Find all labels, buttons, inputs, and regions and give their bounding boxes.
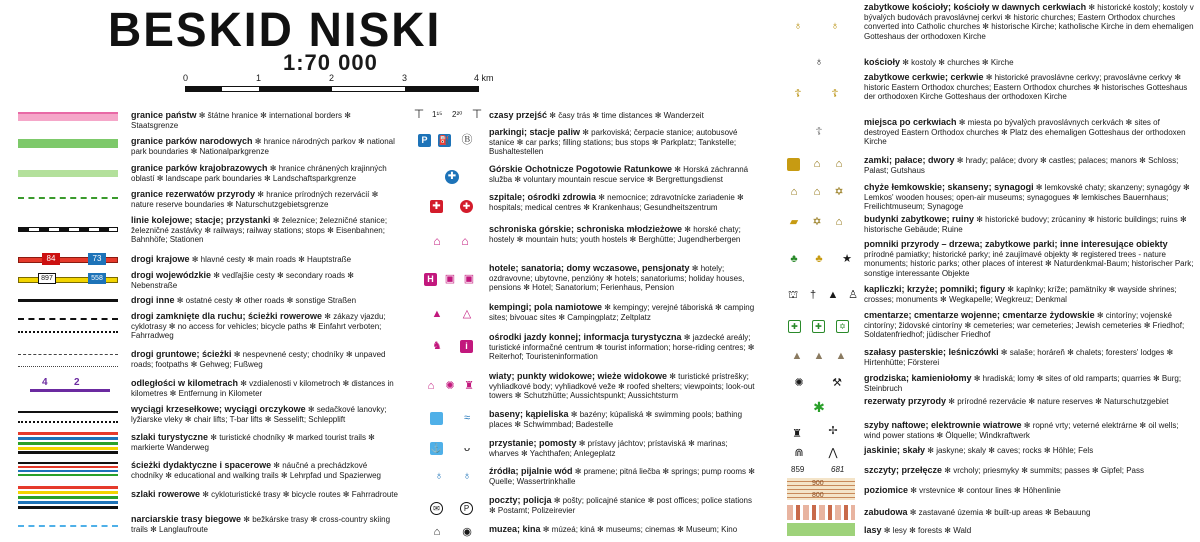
legend-entry: wyciągi krzesełkowe; wyciągi orczykowe ✻ sedačkové lanovky; lyžiarske vleky ✻ chair lifts; T-bar lifts ✻ Sesselift; Schlepplift (131, 404, 387, 424)
rock-icon: ⋀ (828, 447, 838, 459)
palace-icon: ⌂ (813, 158, 821, 170)
hospital-icon: ✚ (430, 200, 443, 213)
camping-icon: ▲ (431, 308, 443, 320)
signpost-icon: ⊤ (471, 107, 483, 121)
parking-icon: P (418, 134, 431, 147)
sanatorium-icon: ▣ (444, 273, 456, 285)
legend-entry: hotele; sanatoria; domy wczasowe, pensjonaty ✻ hotely; ozdravovne; ubytovne, penzióny ✻ hotels; sanatoriums; holiday houses, pensions ✻ Hotel; Sanatorium; Ferienhaus, Pension (489, 263, 745, 292)
swimming-pool-icon (430, 412, 443, 425)
chalet-icon: ▲ (791, 350, 803, 362)
legend-entry: szlaki rowerowe ✻ cykloturistické trasy ✻ bicycle routes ✻ Fahrradroute (131, 489, 398, 499)
historic-orthodox-church-icon: ☦ (794, 88, 802, 100)
legend-entry: narciarskie trasy biegowe ✻ bežkárske trasy ✻ cross-country skiing trails ✻ Langlaufroute (131, 514, 391, 534)
legend-entry: granice parków krajobrazowych ✻ hranice chránených krajinných oblastí ✻ landscape park boundaries ✻ Landschaftsparkgrenze (131, 163, 387, 183)
point-of-interest-icon: ★ (842, 253, 852, 265)
scale-tick: 4 km (474, 73, 494, 83)
fuel-station-icon: ⛽ (438, 135, 451, 145)
wharf-icon: ᴗ (463, 442, 471, 454)
contour-value: 900 (812, 480, 824, 487)
legend-entry: zamki; pałace; dwory ✻ hrady; paláce; dvory ✻ castles; palaces; manors ✻ Schloss; Palast; Gutshaus (864, 155, 1179, 175)
educational-trail-symbol (18, 462, 118, 478)
post-office-icon: ✉ (430, 502, 443, 515)
historic-building-icon: ▰ (789, 216, 799, 228)
legend-entry: granice państw ✻ štátne hranice ✻ international borders ✻ Staatsgrenze (131, 110, 351, 130)
legend-entry: kościoły ✻ kostoly ✻ churches ✻ Kirche (864, 57, 1014, 67)
legend-entry: cmentarze; cmentarze wojenne; cmentarze żydowskie ✻ cintoríny; vojenské cintoríny; židovské cintoríny ✻ cemeteries; war cemeteries; Jewish cemeteries ✻ Friedhof; Soldatenfriedhof; jüdischer Friedhof (864, 310, 1185, 339)
legend-entry: poziomice ✻ vrstevnice ✻ contour lines ✻ Höhenlinie (864, 485, 1061, 495)
bivouac-icon: △ (462, 308, 472, 320)
closed-road-symbol (18, 318, 118, 320)
legend-entry: ośrodki jazdy konnej; informacja turystyczna ✻ jazdecké areály; turistické informačné centrum ✻ tourist information; horse-riding centres; ✻ Reiterhof; Touristeninformation (489, 332, 755, 361)
legend-entry: drogi krajowe ✻ hlavné cesty ✻ main roads ✻ Hauptstraße (131, 254, 352, 264)
jewish-cemetery-icon: ✡ (836, 320, 849, 333)
converted-church-icon: ♁ (830, 20, 840, 32)
map-title: BESKID NISKI (108, 1, 442, 57)
distance-marker: 4 (42, 377, 48, 388)
legend-entry: jaskinie; skały ✻ jaskyne; skaly ✻ caves; rocks ✻ Höhle; Fels (864, 445, 1094, 455)
war-cemetery-icon: ✚ (812, 320, 825, 333)
legend-entry: miejsca po cerkwiach ✻ miesta po bývalých pravoslávnych cerkvách ✻ sites of destroyed Eastern Orthodox churches ✻ Platz des ehemaligen Gotteshaus der orthodoxen Kirche (864, 117, 1186, 146)
legend-entry: kapliczki; krzyże; pomniki; figury ✻ kaplnky; kríže; pamätníky ✻ wayside shrines; crosses; monuments ✻ Wegkapelle; Wegkreuz; Denkmal (864, 284, 1177, 304)
pump-room-icon: ♁ (462, 470, 472, 482)
tourist-trail-symbol (18, 432, 118, 454)
bicycle-path-symbol (18, 331, 118, 333)
road-number-badge: 84 (42, 253, 60, 265)
nature-reserve-icon: ✱ (813, 399, 825, 415)
forester-lodge-icon: ▲ (813, 350, 825, 362)
pension-icon: ▣ (463, 273, 475, 285)
legend-entry: Górskie Ochotnicze Pogotowie Ratunkowe ✻ Horská záchranná služba ✻ voluntary mountain rescue service ✻ Bergrettungsdienst (489, 164, 749, 184)
lookout-tower-icon: ♜ (464, 380, 474, 392)
rampart-icon: ✺ (794, 377, 804, 389)
tbar-lift-symbol (18, 421, 118, 423)
legend-entry: parkingi; stacje paliw ✻ parkoviská; čerpacie stanice; autobusové stanice ✻ car parks; filling stations; bus stops ✻ Parkplatz; Tankstelle; Bushaltestellen (489, 127, 738, 156)
legend-entry: zabudowa ✻ zastavané územia ✻ built-up areas ✻ Bebauung (864, 507, 1091, 517)
cinema-icon: ◉ (462, 526, 472, 538)
cemetery-icon: ✚ (788, 320, 801, 333)
unpaved-road-symbol (18, 354, 118, 355)
bathing-place-icon: ≈ (463, 412, 471, 424)
legend-entry: drogi inne ✻ ostatné cesty ✻ other roads ✻ sonstige Straßen (131, 295, 357, 305)
legend-entry: czasy przejść ✻ časy trás ✻ time distances ✻ Wanderzeit (489, 110, 704, 120)
scale-bar (185, 86, 479, 92)
legend-entry: drogi gruntowe; ścieżki ✻ nespevnené cesty; chodníky ✻ unpaved roads; footpaths ✻ Gehweg; Fußweg (131, 349, 386, 369)
scale-tick: 3 (402, 73, 408, 83)
legend-entry: baseny; kąpieliska ✻ bazény; kúpaliská ✻ swimming pools; bathing places ✻ Schwimmbad; Badestelle (489, 409, 743, 429)
horse-riding-icon: ♞ (432, 340, 442, 352)
ski-trail-symbol (18, 525, 118, 527)
legend-entry: granice parków narodowych ✻ hranice národných parkov ✻ national park boundaries ✻ Nationalparkgrenze (131, 136, 395, 156)
legend-entry: chyże łemkowskie; skanseny; synagogi ✻ lemkovské chaty; skanzeny; synagógy ✻ Lemkos' wooden houses; open-air museums; synagogues ✻ lemkisches Bauernhaus; Freilichtmuseum; Synagoge (864, 182, 1190, 211)
legend-entry: drogi zamknięte dla ruchu; ścieżki rowerowe ✻ zákazy vjazdu; cyklotrasy ✻ no access for vehicles; bicycle paths ✻ Einfahrt verboten; Fahrradweg (131, 311, 386, 340)
road-number-badge: 558 (88, 273, 106, 284)
legend-entry: muzea; kina ✻ múzeá; kiná ✻ museums; cinemas ✻ Museum; Kino (489, 524, 738, 534)
police-icon: P (460, 502, 473, 515)
lemko-house-icon: ⌂ (790, 186, 798, 198)
museum-icon: ⌂ (433, 526, 441, 538)
oil-well-icon: ♜ (792, 428, 802, 440)
quarry-icon: ⚒ (832, 377, 842, 389)
road-number-badge: 897 (38, 273, 56, 284)
legend-entry: przystanie; pomosty ✻ prístavy jáchtov; prístaviská ✻ marinas; wharves ✻ Yachthafen; Anlegeplatz (489, 438, 728, 458)
legend-entry: ścieżki dydaktyczne i spacerowe ✻ náučné a prechádzkové chodníky ✻ educational and walking trails ✻ Lehrpfad und Spazierweg (131, 460, 381, 480)
youth-hostel-icon: ⌂ (461, 234, 469, 248)
manor-icon: ⌂ (835, 158, 843, 170)
pass-height: 681 (831, 465, 845, 474)
scale-tick: 0 (183, 73, 189, 83)
legend-entry: budynki zabytkowe; ruiny ✻ historické budovy; zrúcaniny ✻ historic buildings; ruins ✻ historische Gebäude; Ruine (864, 214, 1187, 234)
legend-entry: drogi wojewódzkie ✻ vedľajšie cesty ✻ secondary roads ✻ Nebenstraße (131, 270, 354, 290)
bus-stop-icon: Ⓑ (461, 134, 473, 146)
built-up-area-symbol (787, 505, 855, 520)
open-air-museum-icon: ⌂ (813, 186, 821, 198)
legend-entry: granice rezerwatów przyrody ✻ hranice prírodných rezervácií ✻ nature reserve boundaries ✻ Naturschutzgebietsgrenze (131, 189, 379, 209)
ruin-icon: ⌂ (835, 216, 843, 228)
other-road-symbol (18, 299, 118, 302)
time-mark: 2²⁰ (452, 110, 463, 119)
legend-entry: rezerwaty przyrody ✻ prírodné rezervácie ✻ nature reserves ✻ Naturschutzgebiet (864, 396, 1169, 406)
spring-icon: ♁ (434, 470, 444, 482)
hotel-icon: H (424, 273, 437, 286)
destroyed-church-icon: ☦ (815, 126, 823, 138)
scale-tick: 1 (256, 73, 262, 83)
ruin-icon: ✡ (812, 216, 822, 228)
information-icon: i (460, 340, 473, 353)
marina-icon: ⚓ (430, 443, 443, 453)
signpost-icon: ⊤ (413, 107, 425, 121)
legend-entry: szyby naftowe; elektrownie wiatrowe ✻ ropné vrty; veterné elektrárne ✻ oil wells; wind power stations ✻ Ölquelle; Windkraftwerk (864, 420, 1179, 440)
shelter-icon: ⌂ (427, 380, 435, 392)
legend-entry: lasy ✻ lesy ✻ forests ✻ Wald (864, 525, 972, 535)
castle-icon (787, 158, 800, 171)
legend-entry: źródła; pijalnie wód ✻ pramene; pitná liečba ✻ springs; pump rooms ✻ Quelle; Wassertrinkhalle (489, 466, 755, 486)
legend-entry: kempingi; pola namiotowe ✻ kempingy; verejné táboriská ✻ camping sites; bivouac sites ✻ Campingplatz; Zeltplatz (489, 302, 755, 322)
cave-icon: ⋒ (794, 447, 804, 459)
summit-height: 859 (791, 465, 805, 474)
forest-symbol (787, 523, 855, 536)
road-number-badge: 73 (88, 253, 106, 265)
railway-symbol (18, 227, 118, 232)
distance-path-symbol (30, 389, 110, 392)
legend-entry: poczty; policja ✻ pošty; policajné stanice ✻ post offices; police stations ✻ Postamt; Polizeirevier (489, 495, 752, 515)
legend-entry: pomniki przyrody – drzewa; zabytkowe parki; inne interesujące obiekty prírodné pamiatky; historické parky; iné zaujímavé objekty ✻ registered trees - nature monuments; historic parks; other places of interest ✻ Naturdenkmal-Baum; historischer Park; sonstige interessante Objekte (864, 239, 1194, 278)
medical-centre-icon: ✚ (460, 200, 473, 213)
legend-entry: szlaki turystyczne ✻ turistické chodníky ✻ marked tourist trails ✻ markierte Wanderweg (131, 432, 375, 452)
landscape-park-symbol (18, 170, 118, 177)
bicycle-route-symbol (18, 486, 118, 510)
shrine-icon: ⛫ (787, 289, 799, 301)
distance-marker: 2 (74, 377, 80, 388)
legend-entry: linie kolejowe; stacje; przystanki ✻ železnice; železničné stanice; železničné zastávky ✻ railways; railway stations; stops ✻ Eisenbahnen; Bahnhöfe; Stationen (131, 215, 388, 244)
time-mark: 1¹⁵ (432, 110, 443, 119)
historic-park-icon: ♣ (815, 253, 823, 265)
legend-entry: schroniska górskie; schroniska młodzieżowe ✻ horské chaty; hostely ✻ mountain huts; youth hostels ✻ Berghütte; Jugendherbergen (489, 224, 741, 244)
legend-entry: zabytkowe kościoły; kościoły w dawnych cerkwiach ✻ historické kostoly; kostoly v bývalých budovách pravoslávnej cerkvi ✻ historic churches; Eastern Orthodox churches converted into Catholic churches ✻ historische Kirche; katholische Kirche in dem ehemaligen Gotteshaus der orthodoxen Kirche (864, 2, 1194, 41)
mountain-hut-icon: ⌂ (433, 234, 441, 248)
footpath-symbol (18, 366, 118, 367)
legend-entry: szczyty; przełęcze ✻ vrcholy; priesmyky ✻ summits; passes ✻ Gipfel; Pass (864, 465, 1144, 475)
legend-entry: szałasy pasterskie; leśniczówki ✻ salaše; horáreň ✻ chalets; foresters' lodges ✻ Hirtenhütte; Försterei (864, 347, 1174, 367)
chairlift-symbol (18, 411, 118, 413)
national-park-symbol (18, 139, 118, 148)
legend-entry: zabytkowe cerkwie; cerkwie ✻ historické pravoslávne cerkvy; pravoslávne cerkvy ✻ historic Eastern Orthodox churches; Eastern Orthodox churches ✻ historisches Gotteshaus der orthodoxen Kirche Gotteshaus der orthodoxen Kirche (864, 72, 1188, 101)
monument-tree-icon: ♣ (790, 253, 798, 265)
mountain-rescue-icon: ✚ (445, 170, 459, 184)
legend-entry: szpitale; ośrodki zdrowia ✻ nemocnice; zdravotnícke zariadenie ✻ hospitals; medical centres ✻ Krankenhaus; Gesundheitszentrum (489, 192, 744, 212)
figure-icon: ♙ (848, 289, 858, 301)
synagogue-icon: ✡ (834, 186, 844, 198)
legend-entry: grodziska; kamieniołomy ✻ hradiská; lomy ✻ sites of old ramparts; quarries ✻ Burg; Steinbruch (864, 373, 1182, 393)
reserve-symbol (18, 197, 118, 200)
forester-lodge-icon: ▲ (835, 350, 847, 362)
monument-icon: ▲ (827, 289, 839, 301)
viewpoint-icon: ✺ (445, 380, 455, 392)
scale-tick: 2 (329, 73, 335, 83)
border-symbol (18, 112, 118, 121)
legend-entry: odległości w kilometrach ✻ vzdialenosti v kilometroch ✻ distances in kilometres ✻ Entfernung in Kilometer (131, 378, 394, 398)
wind-turbine-icon: ✢ (828, 425, 838, 437)
historic-church-icon: ♁ (793, 20, 803, 32)
cross-icon: † (809, 289, 817, 301)
church-icon: ♁ (814, 56, 824, 68)
scale-ratio: 1:70 000 (283, 50, 378, 75)
legend-entry: wiaty; punkty widokowe; wieże widokowe ✻ turistické prístrešky; vyhliadkové body; vyhliadkové veže ✻ roofed shelters; viewpoints; look-out towers ✻ Schutzhütte; Aussichtspunkt; Aussichtsturm (489, 371, 755, 400)
contour-value: 800 (812, 492, 824, 499)
orthodox-church-icon: ☦ (831, 88, 839, 100)
